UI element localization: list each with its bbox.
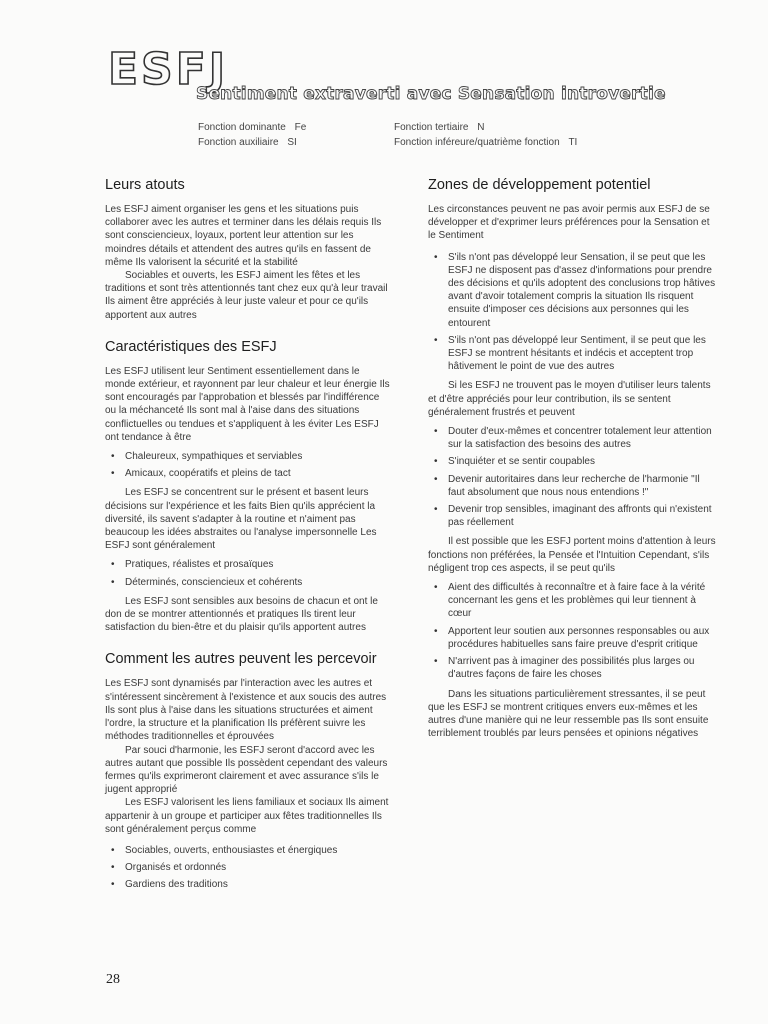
list-item: • Sociables, ouverts, enthousiastes et énergiques [125, 844, 391, 857]
function-tertiary [394, 120, 577, 135]
functions-left [198, 120, 306, 150]
bullet-list [428, 251, 718, 374]
list-item: • Chaleureux, sympathiques et serviables [125, 450, 391, 463]
list-item: • Apportent leur soutien aux personnes responsables ou aux procédures habituelles sans faire preuve d'esprit critique [448, 625, 718, 651]
paragraph: Les ESFJ sont dynamisés par l'interaction avec les autres et s'intéressent sincèrement à l'existence et aux soucis des autres Ils sont plus à l'aise dans les situations structurées et aiment l'ordre, la structure et la planification Ils préfèrent suivre les méthodes traditionnelles et éprouvées [105, 678, 387, 743]
heading-zones: Zones de développement potentiel [428, 177, 651, 193]
list-item: • Aient des difficultés à reconnaître et à faire face à la vérité concernant les gens et les problèmes qui leur tiennent à cœur [448, 581, 718, 621]
paragraph: Les ESFJ valorisent les liens familiaux et sociaux Ils aiment appartenir à un groupe et participer aux fêtes traditionnelles Ils sont généralement perçus comme [105, 797, 389, 835]
function-auxiliary-value: SI [287, 137, 297, 148]
function-tertiary-value: N [477, 122, 485, 133]
section-atouts [105, 176, 391, 322]
paragraph: Les ESFJ utilisent leur Sentiment essentiellement dans le monde extérieur, et rayonnent par leur chaleur et leur énergie Ils sont encouragés par l'approbation et blessés par l'indifférence ou la méchanceté Ils sont mal à l'aise dans des situations conflictuelles ou tendues et s'appliquent à les éviter Les ESFJ ont tendance à être [105, 365, 390, 443]
list-item: • Devenir trop sensibles, imaginant des affronts qui n'existent pas réellement [448, 503, 718, 529]
function-inferior-label: Fonction inféreure/quatrième fonction [394, 137, 560, 148]
function-auxiliary-label: Fonction auxiliaire [198, 137, 279, 148]
paragraph: Les ESFJ aiment organiser les gens et les situations puis collaborer avec les autres et terminer dans les délais requis Ils sont consciencieux, loyaux, portent leur attention sur les moindres détails et attendent des autres qu'ils en fassent de même Ils valorisent la sécurité et la stabilité [105, 204, 382, 268]
function-dominant [198, 120, 306, 135]
section-caracteristiques [105, 338, 391, 635]
right-column [428, 176, 718, 740]
function-dominant-value: Fe [294, 122, 307, 133]
paragraph: Les ESFJ sont sensibles aux besoins de chacun et ont le don de se montrer attentionnés et pratiques Ils tirent leur satisfaction du bien-être et du plaisir qu'ils apportent autres [105, 595, 378, 634]
paragraph: Les ESFJ se concentrent sur le présent et basent leurs décisions sur l'expérience et les faits Bien qu'ils apprécient la diversité, ils savent s'adapter à la routine et n'aiment pas beaucoup les idées abstraites ou l'analyse impersonnelle Les ESFJ sont généralement [105, 487, 377, 552]
list-item: • S'inquiéter et se sentir coupables [448, 455, 718, 468]
bullet-list [105, 558, 391, 588]
paragraph: Si les ESFJ ne trouvent pas le moyen d'utiliser leurs talents et d'être appréciés pour leur contribution, ils se sentent généralement frustrés et peuvent [428, 380, 711, 418]
paragraph: Sociables et ouverts, les ESFJ aiment les fêtes et les traditions et sont très attentionnés tant chez eux qu'à leur travail Ils aiment être appréciés à leur juste valeur et pour ce qu'ils apportent aux autres [105, 270, 388, 321]
function-inferior-value: TI [568, 137, 578, 148]
type-subtitle: Sentiment extraverti avec Sensation introvertie [196, 84, 666, 104]
list-item: • Devenir autoritaires dans leur recherche de l'harmonie "Il faut absolument que nous nous entendions !" [448, 473, 718, 499]
paragraph: Il est possible que les ESFJ portent moins d'attention à leurs fonctions non préférées, la Pensée et l'Intuition Cependant, s'ils négligent trop ces aspects, il se peut qu'ils [428, 536, 716, 574]
section-percevoir [105, 650, 391, 891]
bullet-list [428, 581, 718, 681]
bullet-list [105, 450, 391, 480]
list-item: • N'arrivent pas à imaginer des possibilités plus larges ou d'autres façons de faire les choses [448, 655, 718, 681]
bullet-list [105, 844, 391, 892]
paragraph: Dans les situations particulièrement stressantes, il se peut que les ESFJ se montrent critiques envers eux-mêmes et les autres d'une manière qui ne leur ressemble pas Ils sont ensuite terriblement troublés par leurs pensées et opinions négatives [428, 688, 709, 740]
type-title: ESFJ [108, 44, 229, 95]
list-item: • Douter d'eux-mêmes et concentrer totalement leur attention sur la satisfaction des besoins des autres [448, 425, 718, 451]
functions-right [394, 120, 577, 150]
list-item: • S'ils n'ont pas développé leur Sentiment, il se peut que les ESFJ se montrent hésitants et indécis et acceptent trop hâtivement le point de vue des autres [448, 334, 718, 374]
left-column [105, 176, 391, 908]
paragraph: Les circonstances peuvent ne pas avoir permis aux ESFJ de se développer et d'exprimer leurs préférences pour la Sensation et le Sentiment [428, 204, 710, 242]
list-item: • Organisés et ordonnés [125, 861, 391, 874]
paragraph: Par souci d'harmonie, les ESFJ seront d'accord avec les autres autant que possible Ils possèdent cependant des valeurs fermes qu'ils exprimeront clairement et avec assurance s'ils le jugent approprié [105, 744, 388, 796]
page-number: 28 [106, 972, 120, 987]
list-item: • Pratiques, réalistes et prosaïques [125, 558, 391, 571]
function-auxiliary [198, 135, 306, 150]
function-tertiary-label: Fonction tertiaire [394, 122, 469, 133]
function-inferior [394, 135, 577, 150]
list-item: • Gardiens des traditions [125, 878, 391, 891]
bullet-list [428, 425, 718, 529]
list-item: • Déterminés, consciencieux et cohérents [125, 576, 391, 589]
heading-percevoir: Comment les autres peuvent les percevoir [105, 651, 377, 668]
list-item: • S'ils n'ont pas développé leur Sensation, il se peut que les ESFJ ne disposent pas d'assez d'informations pour prendre des décisions et qu'ils adoptent des conclusions trop hâtives avant d'avoir totalement compris la situation Ils risquent ensuite d'imposer ces décisions aux personnes qui les entourent [448, 251, 718, 330]
heading-atouts: Leurs atouts [105, 177, 185, 193]
list-item: • Amicaux, coopératifs et pleins de tact [125, 467, 391, 480]
function-dominant-label: Fonction dominante [198, 122, 286, 133]
heading-caracteristiques: Caractéristiques des ESFJ [105, 338, 277, 355]
